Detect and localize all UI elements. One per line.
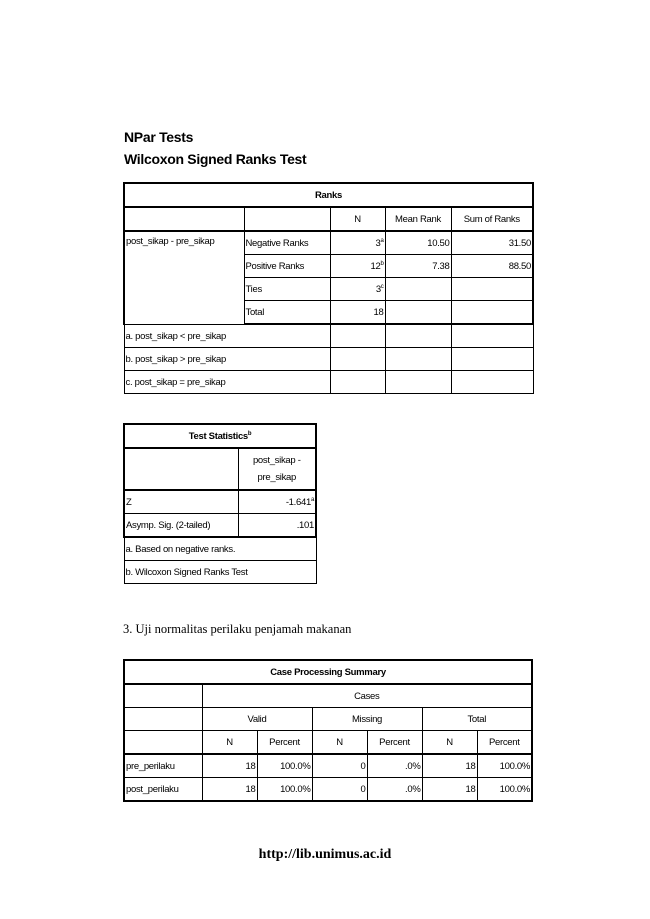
case-summary-cell: 100.0%	[257, 754, 312, 778]
case-summary-cell: 0	[312, 754, 367, 778]
ranks-footnote: b. post_sikap > pre_sikap	[124, 348, 330, 371]
ranks-header-n: N	[330, 207, 385, 231]
ranks-row-label: Total	[244, 301, 330, 325]
ranks-row-sum: 88.50	[451, 255, 533, 278]
case-summary-sub-percent: Percent	[477, 731, 532, 755]
test-stats-col-header: post_sikap - pre_sikap	[238, 448, 316, 490]
case-summary-cell: 18	[422, 754, 477, 778]
test-stats-z-label: Z	[124, 490, 238, 514]
test-stats-footnote: b. Wilcoxon Signed Ranks Test	[124, 561, 316, 584]
case-summary-sub-percent: Percent	[367, 731, 422, 755]
case-summary-row-label: pre_perilaku	[124, 754, 202, 778]
case-summary-sub-n: N	[312, 731, 367, 755]
case-summary-header-empty	[124, 708, 202, 731]
ranks-pair-label: post_sikap - pre_sikap	[124, 231, 244, 324]
npar-tests-heading: NPar Tests	[124, 129, 194, 145]
ranks-row-sum: 31.50	[451, 231, 533, 255]
section-3-title: 3. Uji normalitas perilaku penjamah makanan	[123, 622, 352, 636]
ranks-row-n: 12$^b$	[330, 255, 385, 278]
ranks-header-sum: Sum of Ranks	[451, 207, 533, 231]
case-summary-sub-n: N	[422, 731, 477, 755]
test-stats-header-empty	[124, 448, 238, 490]
ranks-row-mean	[385, 301, 451, 325]
case-summary-header-empty	[124, 684, 202, 708]
case-summary-cell: 0	[312, 778, 367, 802]
ranks-header-mean: Mean Rank	[385, 207, 451, 231]
case-summary-cell: 100.0%	[477, 778, 532, 802]
test-statistics-table	[123, 423, 317, 584]
test-stats-title: Test Statistics$^b$	[124, 424, 316, 448]
case-summary-cell: 18	[202, 754, 257, 778]
ranks-row-label: Positive Ranks	[244, 255, 330, 278]
test-stats-z-value: -1.641$^a$	[238, 490, 316, 514]
case-summary-group-valid: Valid	[202, 708, 312, 731]
case-summary-cell: 18	[202, 778, 257, 802]
ranks-row-n: 18	[330, 301, 385, 325]
test-stats-sig-value: .101	[238, 514, 316, 538]
case-summary-group-missing: Missing	[312, 708, 422, 731]
case-summary-cell: 100.0%	[257, 778, 312, 802]
case-summary-cell: 18	[422, 778, 477, 802]
ranks-header-empty	[244, 207, 330, 231]
ranks-row-sum	[451, 301, 533, 325]
ranks-row-mean: 7.38	[385, 255, 451, 278]
case-summary-cases: Cases	[202, 684, 532, 708]
ranks-footnote: c. post_sikap = pre_sikap	[124, 371, 330, 394]
ranks-title: Ranks	[124, 183, 533, 207]
ranks-row-label: Negative Ranks	[244, 231, 330, 255]
case-summary-row-label: post_perilaku	[124, 778, 202, 802]
case-summary-group-total: Total	[422, 708, 532, 731]
case-summary-sub-percent: Percent	[257, 731, 312, 755]
case-summary-title: Case Processing Summary	[124, 660, 532, 684]
footer-url: http://lib.unimus.ac.id	[258, 847, 392, 862]
ranks-row-label: Ties	[244, 278, 330, 301]
case-summary-cell: 100.0%	[477, 754, 532, 778]
ranks-row-sum	[451, 278, 533, 301]
ranks-row-mean: 10.50	[385, 231, 451, 255]
ranks-header-empty	[124, 207, 244, 231]
ranks-table	[123, 182, 534, 394]
ranks-row-n: 3$^c$	[330, 278, 385, 301]
ranks-row-n: 3$^a$	[330, 231, 385, 255]
test-stats-sig-label: Asymp. Sig. (2-tailed)	[124, 514, 238, 538]
wilcoxon-heading: Wilcoxon Signed Ranks Test	[124, 151, 307, 167]
case-summary-header-empty	[124, 731, 202, 755]
case-summary-cell: .0%	[367, 754, 422, 778]
test-stats-footnote: a. Based on negative ranks.	[124, 537, 316, 561]
case-processing-summary-table	[123, 659, 533, 802]
ranks-footnote: a. post_sikap < pre_sikap	[124, 324, 330, 348]
case-summary-cell: .0%	[367, 778, 422, 802]
ranks-row-mean	[385, 278, 451, 301]
case-summary-sub-n: N	[202, 731, 257, 755]
